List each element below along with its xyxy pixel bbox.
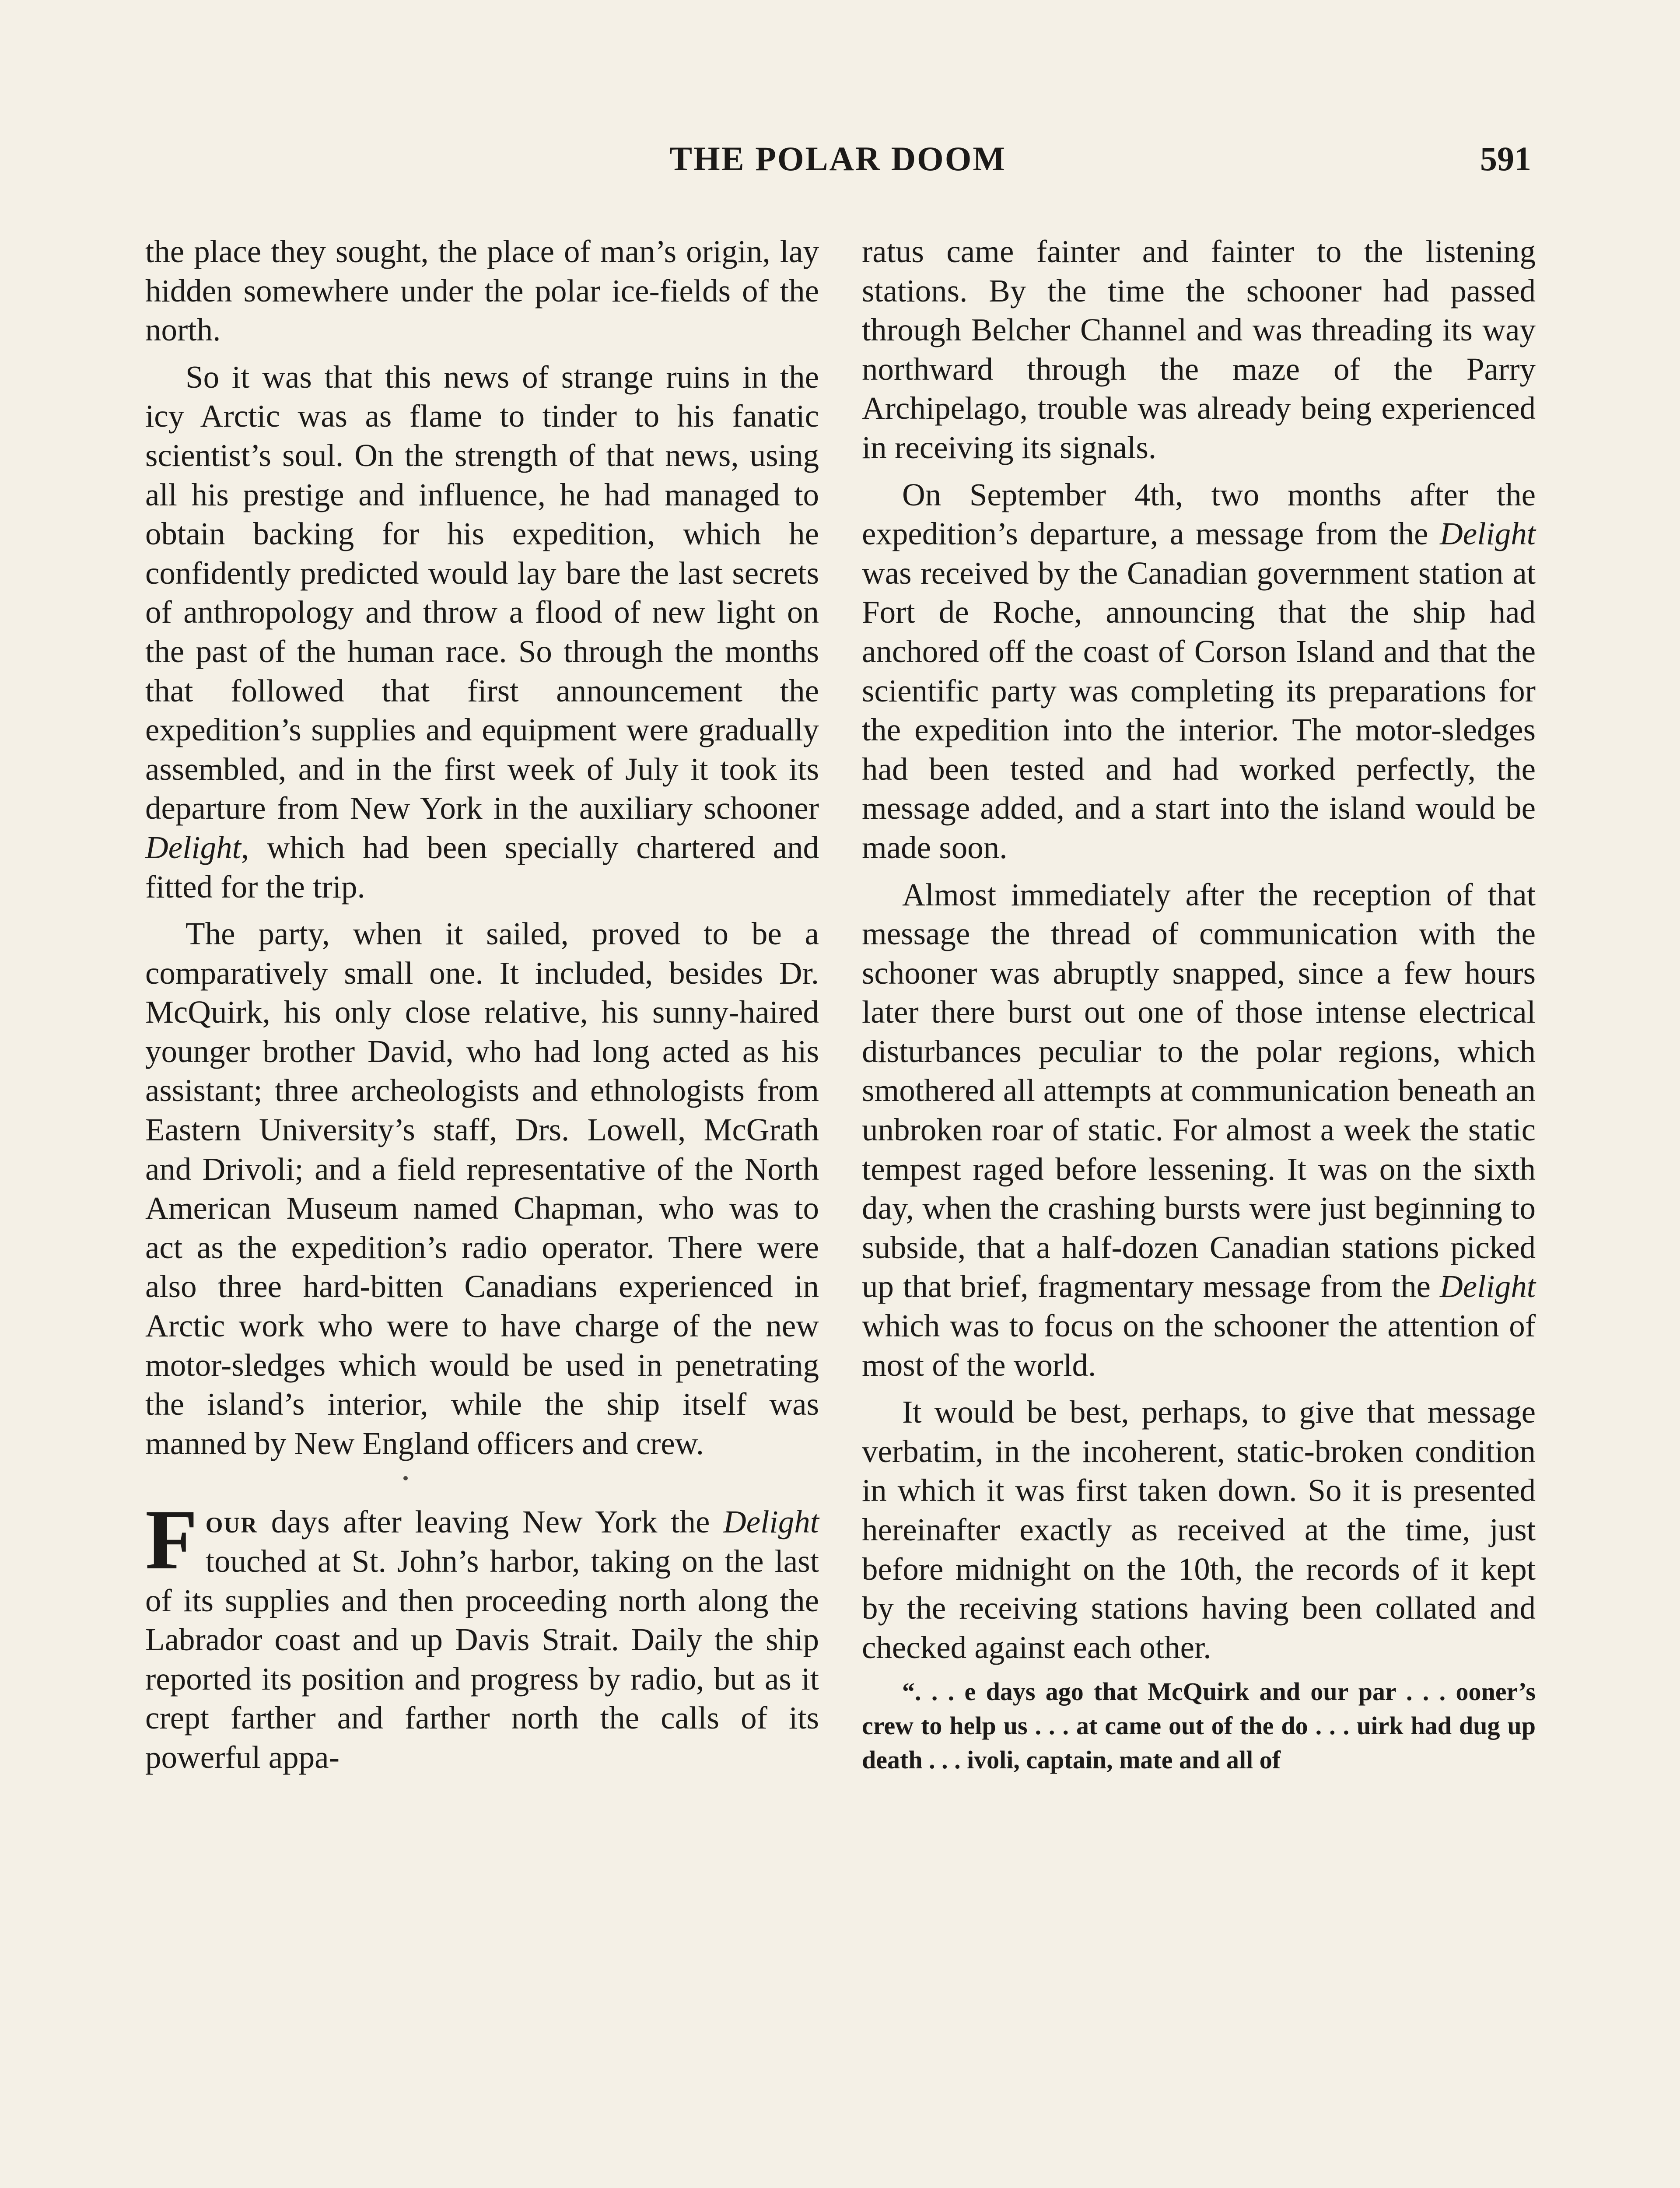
page-header bbox=[144, 139, 1531, 187]
left-paragraph-3: The party, when it sailed, proved to be a comparatively small one. It included, besides Dr. McQuirk, his only close relative, his sunny-haired younger brother David, who had long acted as his assistant; three archeologists and ethnologists from Eastern University’s staff, Drs. Lowell, McGrath and Drivoli; and a field representative of the North American Museum named Chapman, who was to act as the expedition’s radio operator. There were also three hard-bitten Canadians experienced in Arctic work who were to have charge of the new motor-sledges which would be used in penetrating the island’s interior, while the ship itself was manned by New England officers and crew. bbox=[145, 916, 819, 1461]
left-paragraph-2-end: , which had been specially chartered and fitted for the trip. bbox=[145, 829, 819, 905]
right-column bbox=[862, 232, 1536, 1777]
right-paragraph-3-text-b: which was to focus on the schooner the attention of most of the world. bbox=[862, 1308, 1536, 1383]
right-paragraph-2-text-b: was received by the Canadian government station at Fort de Roche, announcing that the ship had anchored off the coast of Corson Island and that the scientific party was completing its preparations for the expedition into the interior. The motor-sledges had been tested and had worked perfectly, the message added, and a start into the island would be made soon. bbox=[862, 555, 1536, 865]
section-break-dot bbox=[403, 1476, 408, 1480]
left-paragraph-4-text-a: days after leaving New York the bbox=[258, 1504, 724, 1540]
running-title: THE POLAR DOOM bbox=[669, 140, 1006, 178]
drop-cap: F bbox=[145, 1492, 198, 1588]
right-paragraph-3 bbox=[862, 875, 1536, 1385]
small-caps-lead: our bbox=[205, 1504, 258, 1540]
ship-name-italic: Delight bbox=[145, 829, 241, 865]
right-paragraph-2 bbox=[862, 475, 1536, 867]
right-paragraph-3-text-a: Almost immediately after the reception of that message the thread of communication with the schooner was abruptly snapped, since a few hours later there burst out one of those intense electrical disturbances peculiar to the polar regions, which smothered all attempts at communication beneath an unbroken roar of static. For almost a week the static tempest raged before lessening. It was on the sixth day, when the crashing bursts were just beginning to subside, that a half-dozen Canadian stations picked up that brief, fragmentary message from the bbox=[862, 877, 1536, 1304]
right-paragraph-2-text-a: On September 4th, two months after the expedition’s departure, a message from the bbox=[862, 477, 1536, 552]
ship-name-italic: Delight bbox=[723, 1504, 819, 1540]
left-paragraph-2 bbox=[145, 358, 819, 906]
left-paragraph-1: the place they sought, the place of man’s origin, lay hidden somewhere under the polar ice-fields of the north. bbox=[145, 234, 819, 348]
left-paragraph-4 bbox=[145, 1492, 819, 1777]
ship-name-italic: Delight bbox=[1440, 1269, 1536, 1304]
left-column bbox=[145, 232, 819, 1777]
left-paragraph-2-text: So it was that this news of strange ruins in the icy Arctic was as flame to tinder to his fanatic scientist’s soul. On the strength of that news, using all his prestige and influence, he had managed to obtain backing for his expedition, which he confidently predicted would lay bare the last secrets of anthropology and throw a flood of new light on the past of the human race. So through the months that followed that first announcement the expedition’s supplies and equipment were gradually assembled, and in the first week of July it took its departure from New York in the auxiliary schooner bbox=[145, 359, 819, 826]
section-break bbox=[145, 1463, 819, 1502]
ship-name-italic: Delight bbox=[1440, 516, 1536, 552]
radio-message-fragment: “. . . e days ago that McQuirk and our par . . . ooner’s crew to help us . . . at came out of the do . . . uirk had dug up death . . . ivoli, captain, mate and all of bbox=[862, 1677, 1536, 1774]
right-paragraph-1: ratus came fainter and fainter to the listening stations. By the time the schooner had passed through Belcher Channel and was threading its way northward through the maze of the Parry Archipelago, trouble was already being experienced in receiving its signals. bbox=[862, 234, 1536, 465]
right-paragraph-4: It would be best, perhaps, to give that message verbatim, in the incoherent, static-broken condition in which it was first taken down. So it is presented hereinafter exactly as received at the time, just before midnight on the 10th, the records of it kept by the receiving stations having been collated and checked against each other. bbox=[862, 1394, 1536, 1665]
left-paragraph-4-text-b: touched at St. John’s harbor, taking on the last of its supplies and then proceeding north along the Labrador coast and up Davis Strait. Daily the ship reported its position and progress by radio, but as it crept farther and farther north the calls of its powerful appa- bbox=[145, 1543, 819, 1775]
page-number: 591 bbox=[1480, 140, 1531, 178]
